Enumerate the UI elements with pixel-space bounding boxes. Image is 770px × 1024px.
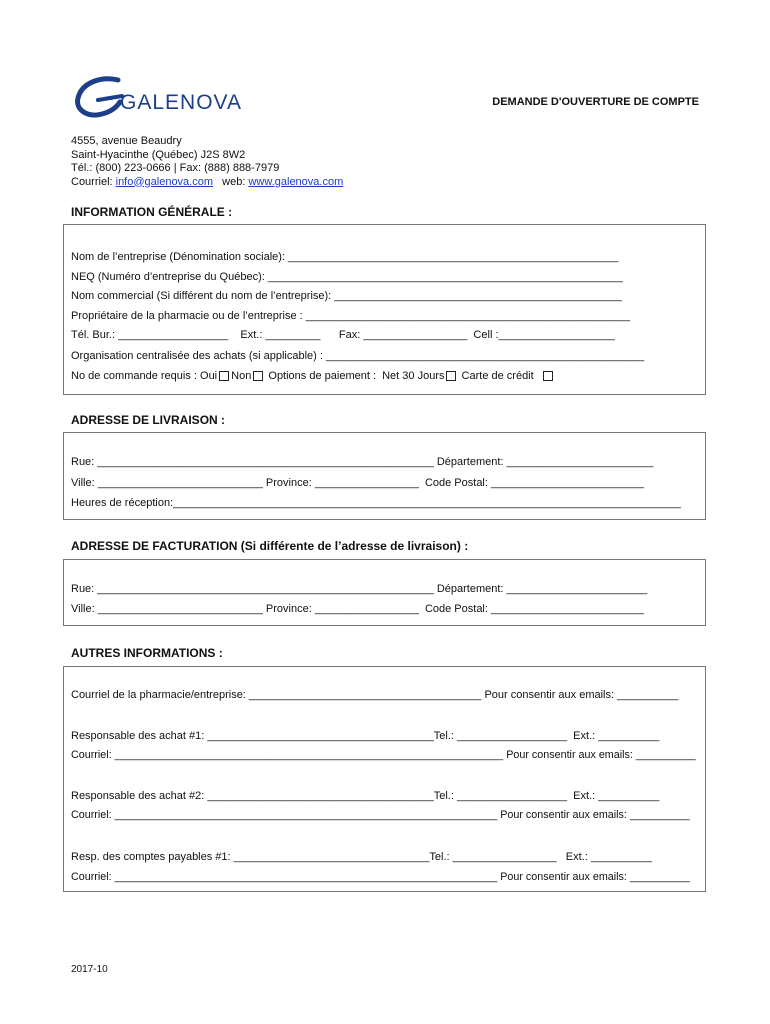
address-line-1: 4555, avenue Beaudry xyxy=(71,135,182,147)
field-purchasing-org[interactable]: Organisation centralisée des achats (si applicable) : ____________________________________________________ xyxy=(71,350,645,362)
web-link[interactable]: www.galenova.com xyxy=(248,175,344,188)
field-buyer-1[interactable]: Responsable des achat #1: _____________________________________Tel.: __________________ Ext.: __________ xyxy=(71,730,660,742)
email-label: Courriel: xyxy=(71,175,116,188)
field-neq[interactable]: NEQ (Numéro d’entreprise du Québec): __________________________________________________________ xyxy=(71,271,623,283)
section-title-delivery: ADRESSE DE LIVRAISON : xyxy=(71,413,226,427)
payment-options-label: Options de paiement : Net 30 Jours xyxy=(265,370,445,382)
field-owner[interactable]: Propriétaire de la pharmacie ou de l’entreprise : _____________________________________________________ xyxy=(71,310,631,322)
web-label: web: xyxy=(213,175,249,188)
field-billing-street[interactable]: Rue: _______________________________________________________ Département: _______________________ xyxy=(71,583,648,595)
checkbox-non[interactable] xyxy=(253,371,263,381)
email-link[interactable]: info@galenova.com xyxy=(115,175,214,188)
field-buyer-2[interactable]: Responsable des achat #2: _____________________________________Tel.: __________________ Ext.: __________ xyxy=(71,790,660,802)
phone-fax-line: Tél.: (800) 223-0666 | Fax: (888) 888-7979 xyxy=(71,162,280,174)
field-delivery-hours[interactable]: Heures de réception:___________________________________________________________________________________ xyxy=(71,497,681,509)
checkbox-net30[interactable] xyxy=(446,371,456,381)
field-delivery-city[interactable]: Ville: ___________________________ Province: _________________ Code Postal: _________________________ xyxy=(71,477,644,489)
field-payables-email[interactable]: Courriel: ________________________________________________________________ Pour consentir aux emails: __________ xyxy=(71,871,690,883)
field-delivery-street[interactable]: Rue: _______________________________________________________ Département: ________________________ xyxy=(71,456,654,468)
field-billing-city[interactable]: Ville: ___________________________ Province: _________________ Code Postal: _________________________ xyxy=(71,603,644,615)
field-phones[interactable]: Tél. Bur.: __________________ Ext.: _________ Fax: _________________ Cell :___________________ xyxy=(71,329,615,341)
contact-line xyxy=(71,176,343,190)
po-required-label: No de commande requis : Oui xyxy=(71,370,218,382)
footer-date: 2017-10 xyxy=(71,964,108,975)
section-title-other: AUTRES INFORMATIONS : xyxy=(71,646,223,660)
document-title: DEMANDE D'OUVERTURE DE COMPTE xyxy=(492,96,699,108)
section-title-billing: ADRESSE DE FACTURATION (Si différente de l’adresse de livraison) : xyxy=(71,539,469,553)
credit-card-label: Carte de crédit xyxy=(458,370,537,382)
field-buyer-2-email[interactable]: Courriel: ________________________________________________________________ Pour consentir aux emails: __________ xyxy=(71,809,690,821)
checkbox-oui[interactable] xyxy=(219,371,229,381)
company-address xyxy=(71,135,343,189)
field-pharmacy-email[interactable]: Courriel de la pharmacie/entreprise: ______________________________________ Pour consentir aux emails: __________ xyxy=(71,689,679,701)
section-title-general: INFORMATION GÉNÉRALE : xyxy=(71,205,233,219)
field-commercial-name[interactable]: Nom commercial (Si différent du nom de l’entreprise): _______________________________________________ xyxy=(71,290,622,302)
non-label: Non xyxy=(231,370,252,382)
address-line-2: Saint-Hyacinthe (Québec) J2S 8W2 xyxy=(71,148,246,161)
galenova-logo xyxy=(72,74,262,124)
logo-text: GALENOVA xyxy=(120,91,242,114)
field-payables[interactable]: Resp. des comptes payables #1: ________________________________Tel.: _________________ Ext.: __________ xyxy=(71,851,653,863)
field-buyer-1-email[interactable]: Courriel: _________________________________________________________________ Pour consentir aux emails: __________ xyxy=(71,749,696,761)
field-company-name[interactable]: Nom de l’entreprise (Dénomination sociale): ______________________________________________________ xyxy=(71,251,619,263)
options-row xyxy=(71,370,555,382)
checkbox-credit-card[interactable] xyxy=(543,371,553,381)
